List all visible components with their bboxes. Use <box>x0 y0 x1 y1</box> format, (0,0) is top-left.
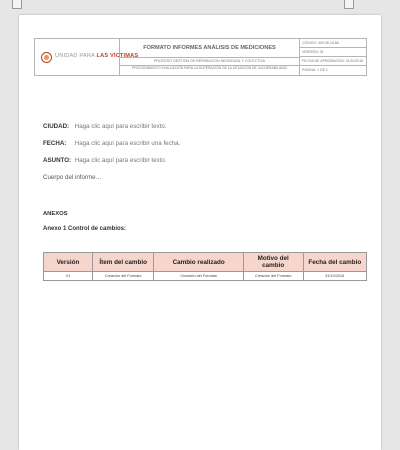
date-label: FECHA: <box>43 140 67 147</box>
logo-cell <box>35 39 139 75</box>
table-cell[interactable]: 31/10/2016 <box>303 272 366 281</box>
column-header: Motivo del cambio <box>243 253 303 272</box>
subject-field <box>43 157 167 164</box>
table-cell[interactable]: V1 <box>44 272 93 281</box>
procedure-name: PROCEDIMIENTO EVALUACIÓN PARA LA SUPERACIÓN DE LA SITUACIÓN DE VULNERABILIDAD <box>132 66 287 70</box>
city-field <box>43 123 167 130</box>
report-body[interactable]: Cuerpo del informe… <box>43 174 102 181</box>
document-header-table <box>34 38 367 76</box>
changes-control-table <box>43 252 367 281</box>
document-version: VERSIÓN: 01 <box>300 48 367 57</box>
logo-prefix: UNIDAD PARA <box>55 53 97 59</box>
table-row <box>44 272 367 281</box>
process-name: PROCESO GESTION DE REPARACIÓN INDIVIDUAL Y COLECTIVA <box>120 58 299 66</box>
table-cell[interactable]: Creación del Formato <box>92 272 154 281</box>
annexes-heading: ANEXOS <box>43 211 68 217</box>
table-cell[interactable]: Creación del Formato <box>154 272 243 281</box>
vertical-scrollbar[interactable] <box>394 15 400 450</box>
table-header-row <box>44 253 367 272</box>
column-header: Versión <box>44 253 93 272</box>
right-margin-marker[interactable] <box>344 0 354 9</box>
column-header: Cambio realizado <box>154 253 243 272</box>
date-placeholder[interactable]: Haga clic aquí para escribir una fecha. <box>74 140 181 147</box>
page-number: PÁGINA: 1 DE 1 <box>302 68 328 72</box>
unidad-victimas-logo-icon <box>41 52 52 63</box>
subject-label: ASUNTO: <box>43 157 72 164</box>
city-label: CIUDAD: <box>43 123 70 130</box>
subject-placeholder[interactable]: Haga clic aquí para escribir texto. <box>74 157 167 164</box>
date-field <box>43 140 180 147</box>
city-placeholder[interactable]: Haga clic aquí para escribir texto. <box>74 123 167 130</box>
approval-date: FECHA DE APROBACIÓN: 31/10/2016 <box>300 57 367 66</box>
column-header: Fecha del cambio <box>303 253 366 272</box>
document-page[interactable] <box>19 15 381 450</box>
format-title: FORMATO INFORMES ANÁLISIS DE MEDICIONES <box>120 39 299 58</box>
header-middle <box>120 39 299 75</box>
header-right <box>299 39 367 75</box>
ruler-bar <box>0 0 400 14</box>
table-cell[interactable]: Creación del Formato <box>243 272 303 281</box>
logo-brand: LAS VÍCTIMAS <box>96 53 139 59</box>
annex-1-heading: Anexo 1 Control de cambios: <box>43 226 127 232</box>
column-header: Ítem del cambio <box>92 253 154 272</box>
document-code: CÓDIGO: 400.08.15-86 <box>300 39 367 48</box>
left-margin-marker[interactable] <box>12 0 22 9</box>
